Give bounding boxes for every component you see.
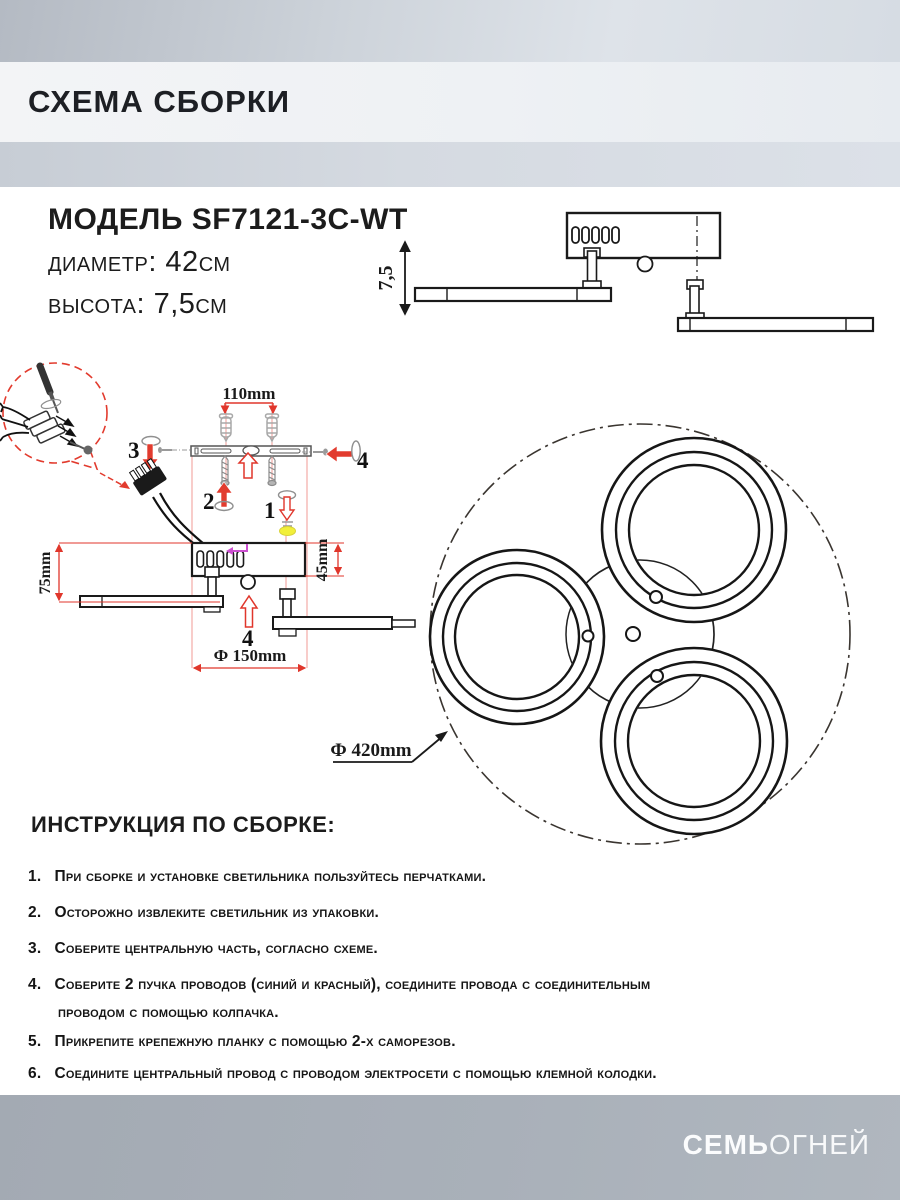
item-number: 4.	[28, 976, 42, 993]
item-number: 1.	[28, 868, 42, 885]
item-number: 2.	[28, 904, 42, 921]
step-4-bottom	[241, 596, 257, 651]
item-text: Осторожно извлеките светильник из упаковки.	[54, 904, 379, 921]
item-text: Прикрепите крепежную планку с помощью 2-х саморезов.	[54, 1033, 456, 1050]
dim-base-label: Ф 150mm	[213, 646, 287, 665]
instruction-item-continuation	[58, 1004, 279, 1022]
header-bottom-band	[0, 142, 900, 187]
side-view	[375, 213, 873, 331]
page-title: СХЕМА СБОРКИ	[28, 84, 291, 119]
item-text: При сборке и установке светильника пользуйтесь перчатками.	[54, 868, 487, 885]
item-text: Соберите 2 пучка проводов (синий и красный), соедините провода с соединительным	[54, 976, 651, 993]
detail-bubble	[0, 363, 130, 489]
brand-logo	[683, 1129, 870, 1161]
wall-anchors	[220, 414, 279, 441]
diameter-label: диаметр: 42см	[48, 246, 231, 278]
item-text: Соедините центральный провод с проводом электросети с помощью клемной колодки.	[54, 1065, 657, 1082]
step-2	[203, 482, 233, 514]
header-top-band	[0, 0, 900, 62]
footer	[0, 1095, 900, 1200]
instructions-title: ИНСТРУКЦИЯ ПО СБОРКЕ:	[31, 812, 336, 837]
instruction-item	[28, 976, 650, 994]
step-2-label: 2	[203, 489, 215, 514]
brand-light: ОГНЕЙ	[769, 1129, 870, 1160]
instruction-item	[28, 940, 378, 958]
model-label: МОДЕЛЬ SF7121-3C-WT	[48, 203, 408, 236]
ring-top	[602, 438, 786, 622]
exploded-view	[0, 363, 415, 668]
ring-left	[430, 550, 604, 724]
step-4-bottom-label: 4	[242, 626, 254, 651]
wire-connector	[127, 457, 204, 546]
dim-bracket-label: 110mm	[222, 384, 276, 403]
brand-bold: СЕМЬ	[682, 1129, 770, 1160]
step-1-label: 1	[264, 498, 276, 523]
item-number: 6.	[28, 1065, 42, 1082]
dim-bracket	[225, 403, 273, 413]
mounting-bracket	[191, 446, 311, 456]
step-3	[128, 437, 190, 471]
instruction-item	[28, 868, 486, 886]
item-number: 3.	[28, 940, 42, 957]
step-1	[264, 491, 296, 536]
assembly-diagram	[0, 190, 900, 862]
ring-bottom	[601, 648, 787, 834]
item-text: проводом с помощью колпачка.	[58, 1004, 279, 1021]
dim-side-height-label: 7,5	[375, 265, 397, 291]
step-4-side-label: 4	[357, 448, 369, 473]
screwdriver-icon	[40, 366, 62, 413]
top-view	[330, 424, 850, 844]
dim-body-height-label: 75mm	[37, 551, 54, 595]
cap-highlight	[280, 527, 296, 536]
instruction-item	[28, 1033, 456, 1051]
height-label: высота: 7,5см	[48, 288, 228, 320]
dim-total-label: Ф 420mm	[330, 740, 412, 761]
item-number: 5.	[28, 1033, 42, 1050]
step-3-label: 3	[128, 438, 140, 463]
dim-total-group	[330, 731, 448, 762]
step-4-side	[302, 441, 369, 473]
item-text: Соберите центральную часть, согласно схеме.	[54, 940, 378, 957]
instruction-item	[28, 904, 379, 922]
header-title-band	[0, 62, 900, 142]
instruction-item	[28, 1065, 657, 1083]
screw-hole	[638, 257, 653, 272]
dim-body-inner-label: 45mm	[314, 538, 331, 582]
